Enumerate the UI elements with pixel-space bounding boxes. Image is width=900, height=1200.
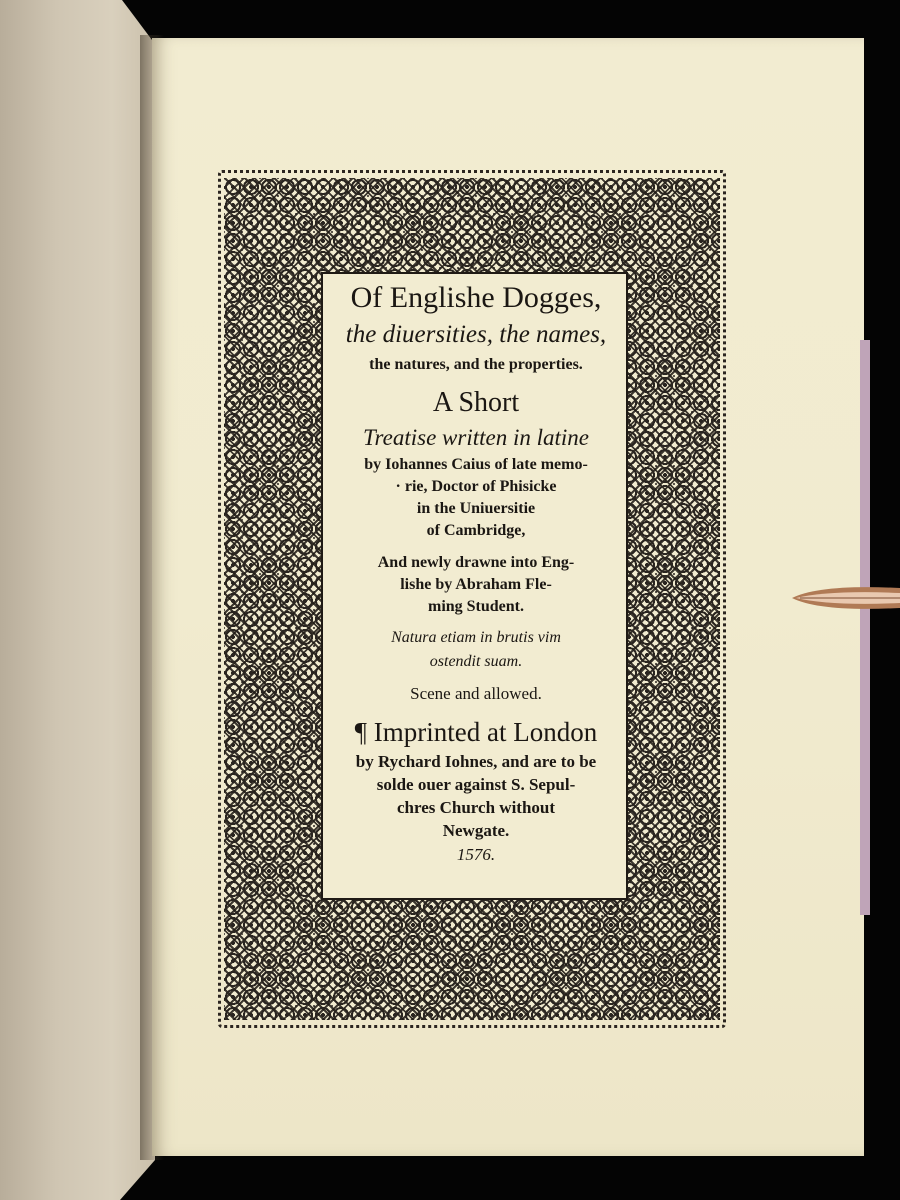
imprint-year: 1576. bbox=[456, 845, 496, 864]
imprint-line-1: ¶ Imprinted at London bbox=[354, 717, 598, 747]
title-line-1: Of Englishe Dogges, bbox=[350, 281, 602, 314]
subtitle-line-1: A Short bbox=[432, 387, 520, 418]
title-line-2: the diuersities, the names, bbox=[345, 321, 607, 348]
imprint-line-5: Newgate. bbox=[442, 821, 510, 840]
translator-line-2: lishe by Abraham Fle- bbox=[400, 576, 552, 593]
author-line-3: in the Uniuersitie bbox=[416, 500, 536, 517]
license-line: Scene and allowed. bbox=[410, 684, 542, 703]
title-line-3: the natures, and the properties. bbox=[369, 356, 583, 373]
imprint-line-3: solde ouer against S. Sepul- bbox=[376, 775, 576, 794]
motto-line-2: ostendit suam. bbox=[429, 653, 523, 670]
translator-line-1: And newly drawne into Eng- bbox=[377, 554, 575, 571]
title-page-text bbox=[318, 278, 634, 868]
author-line-4: of Cambridge, bbox=[426, 522, 526, 539]
author-line-2: · rie, Doctor of Phisicke bbox=[395, 478, 557, 495]
subtitle-line-2: Treatise written in latine bbox=[363, 425, 589, 450]
translator-line-3: ming Student. bbox=[427, 598, 525, 615]
author-line-1: by Iohannes Caius of late memo- bbox=[364, 456, 588, 473]
imprint-line-4: chres Church without bbox=[396, 798, 556, 817]
pink-paper-flag bbox=[860, 340, 870, 915]
left-page bbox=[0, 0, 160, 1200]
metal-bookmark-icon bbox=[790, 580, 900, 616]
imprint-line-2: by Rychard Iohnes, and are to be bbox=[355, 752, 597, 771]
motto-line-1: Natura etiam in brutis vim bbox=[391, 629, 561, 646]
